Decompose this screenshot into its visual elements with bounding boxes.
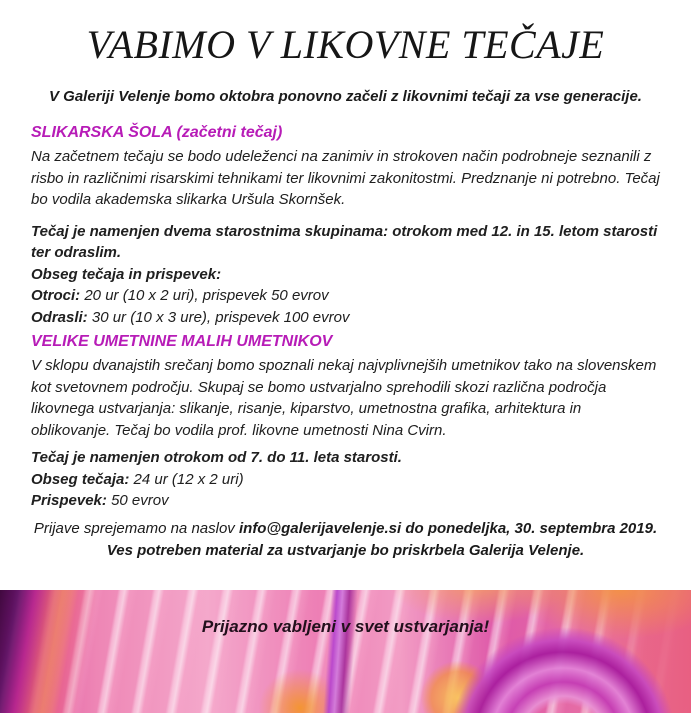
- tagline: Prijazno vabljeni v svet ustvarjanja!: [201, 617, 490, 636]
- audience-note: Tečaj je namenjen otrokom od 7. do 11. leta starosti.: [31, 449, 402, 466]
- section-velike-umetnine: [31, 332, 660, 512]
- flyer-page: [0, 22, 691, 713]
- detail-label: Prispevek:: [31, 492, 107, 509]
- section-heading: SLIKARSKA ŠOLA (začetni tečaj): [31, 124, 283, 141]
- detail-row: [31, 490, 660, 512]
- detail-row: [31, 307, 660, 329]
- detail-value: 24 ur (12 x 2 uri): [133, 470, 244, 488]
- paint-strip-image: [0, 590, 691, 713]
- contact-email-deadline: info@galerijavelenje.si do ponedeljka, 30. septembra 2019.: [238, 519, 658, 537]
- subtitle: V Galeriji Velenje bomo oktobra ponovno začeli z likovnimi tečaji za vse generacije.: [49, 88, 642, 105]
- section-body: Na začetnem tečaju se bodo udeleženci na zanimiv in strokoven način podrobneje seznanili z risbo in različnimi risarskimi tehnikami ter likovnimi zakonitostmi. Predznanje ni potrebno. Tečaj bo vodila akademska slikarka Uršula Skornšek.: [31, 148, 660, 208]
- detail-value: 20 ur (10 x 2 uri), prispevek 50 evrov: [84, 287, 329, 304]
- audience-note: Tečaj je namenjen dvema starostnima skupinama: otrokom med 12. in 15. letom starosti ter odraslim.: [31, 222, 658, 261]
- contact-line-1: [16, 518, 675, 540]
- section-heading: VELIKE UMETNINE MALIH UMETNIKOV: [31, 333, 333, 350]
- content-area: [0, 123, 691, 512]
- section-slikarska-sola: [31, 123, 660, 328]
- page-title: VABIMO V LIKOVNE TEČAJE: [86, 22, 605, 67]
- detail-row: [31, 285, 660, 307]
- contact-line-2: Ves potreben material za ustvarjanje bo priskrbela Galerija Velenje.: [106, 541, 585, 559]
- detail-label: Obseg tečaja:: [31, 470, 130, 488]
- details-heading: Obseg tečaja in prispevek:: [31, 265, 222, 283]
- detail-value: 50 evrov: [111, 492, 169, 509]
- detail-label: Otroci:: [31, 287, 81, 304]
- contact-block: [0, 518, 691, 562]
- section-body: V sklopu dvanajstih srečanj bomo spoznali nekaj najvplivnejših umetnikov tako na slovenskem kot svetovnem področju. Skupaj se bomo ustvarjalno sprehodili skozi različna področja likovnega ustvarjanja: slikanje, risanje, kiparstvo, umetnostna grafika, arhitektura in oblikovanje. Tečaj bo vodila prof. likovne umetnosti Nina Cvirn.: [31, 357, 657, 439]
- detail-label: Odrasli:: [31, 308, 88, 326]
- contact-lead: Prijave sprejemamo na naslov: [33, 519, 235, 537]
- detail-row: [31, 469, 660, 491]
- detail-value: 30 ur (10 x 3 ure), prispevek 100 evrov: [91, 308, 350, 326]
